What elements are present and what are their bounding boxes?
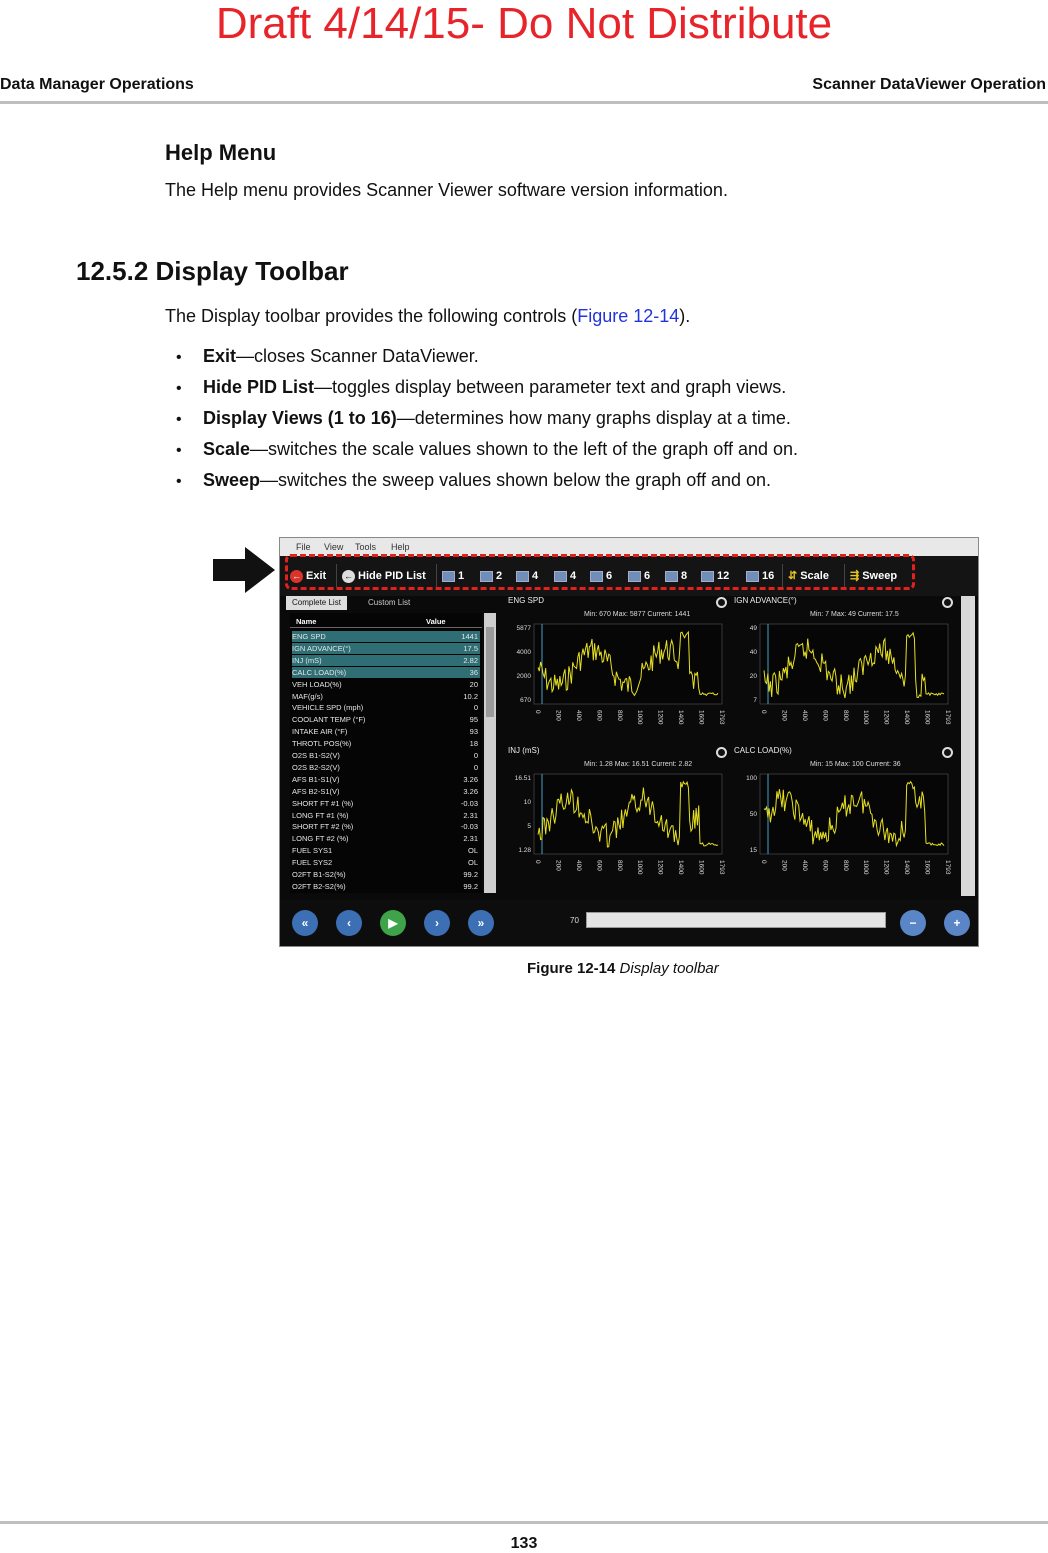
x-tick-label: 600 xyxy=(821,710,829,721)
pid-value: 3.26 xyxy=(463,774,478,784)
pid-name: CALC LOAD(%) xyxy=(292,667,347,677)
x-tick-label: 1600 xyxy=(923,860,931,875)
bullet-desc: —determines how many graphs display at a time. xyxy=(396,408,791,428)
rewind-icon[interactable]: « xyxy=(292,910,318,936)
y-tick-label: 2000 xyxy=(516,673,531,680)
pid-list-header xyxy=(290,615,482,628)
zoom-in-icon[interactable]: + xyxy=(944,910,970,936)
pid-name: COOLANT TEMP (°F) xyxy=(292,715,366,725)
pid-scrollbar[interactable] xyxy=(484,613,496,893)
pid-value: -0.03 xyxy=(460,798,478,808)
x-tick-label: 1000 xyxy=(636,710,644,725)
pid-row[interactable] xyxy=(292,869,480,880)
pid-value: 2.31 xyxy=(463,834,478,844)
bullet-hide-pid: • Hide PID List—toggles display between parameter text and graph views. xyxy=(176,377,787,397)
pid-row[interactable] xyxy=(292,881,480,892)
x-tick-label: 800 xyxy=(841,860,849,871)
x-tick-label: 1200 xyxy=(882,710,890,725)
y-tick-label: 4000 xyxy=(516,649,531,656)
menu-tools[interactable]: Tools xyxy=(355,542,377,552)
pid-name: ENG SPD xyxy=(292,632,326,641)
x-tick-label: 0 xyxy=(534,860,541,864)
y-tick-label: 20 xyxy=(749,673,757,680)
graph-plot xyxy=(732,770,956,894)
x-tick-label: 1000 xyxy=(636,860,644,875)
pid-value: OL xyxy=(467,846,478,856)
x-tick-label: 1400 xyxy=(677,710,685,725)
x-tick-label: 1200 xyxy=(656,710,664,725)
bullet-sweep: • Sweep—switches the sweep values shown below the graph off and on. xyxy=(176,470,772,490)
pointer-arrow-icon xyxy=(213,547,275,593)
control-list xyxy=(176,345,798,500)
y-tick-label: 100 xyxy=(746,775,757,782)
bullet-desc: —toggles display between parameter text and graph views. xyxy=(314,377,787,397)
bullet-term: Sweep xyxy=(203,470,261,490)
footer-rule xyxy=(0,1521,1048,1524)
graph-stats: Min: 1.28 Max: 16.51 Current: 2.82 xyxy=(584,761,693,768)
pid-list xyxy=(290,613,482,893)
y-tick-label: 40 xyxy=(749,649,757,656)
pid-name: AFS B2-S1(V) xyxy=(292,786,340,796)
view-label: 8 xyxy=(681,570,688,582)
hide-pid-label: Hide PID List xyxy=(358,570,426,582)
x-tick-label: 600 xyxy=(595,860,603,871)
tab-complete-list[interactable]: Complete List xyxy=(286,596,347,610)
graph-options-icon[interactable] xyxy=(716,747,727,758)
scale-label: Scale xyxy=(800,570,829,582)
pid-name: SHORT FT #1 (%) xyxy=(292,798,354,808)
pid-name: INJ (mS) xyxy=(292,655,322,665)
pid-name: O2S B2-S2(V) xyxy=(292,762,340,772)
sweep-label: Sweep xyxy=(862,570,898,582)
figure-link[interactable]: Figure 12-14 xyxy=(577,306,680,326)
bullet-desc: —switches the sweep values shown below the graph off and on. xyxy=(260,470,772,490)
pid-name: AFS B1-S1(V) xyxy=(292,774,340,784)
header-section: Scanner DataViewer Operation xyxy=(812,76,1046,93)
exit-label: Exit xyxy=(306,570,327,582)
intro-text-end: ). xyxy=(679,306,691,326)
bullet-scale: • Scale—switches the scale values shown to the left of the graph off and on. xyxy=(176,439,799,459)
display-toolbar-heading: 12.5.2 Display Toolbar xyxy=(76,256,349,286)
scale-icon: ⇵ xyxy=(788,570,798,583)
pid-value: 0 xyxy=(473,751,478,760)
pid-value: 18 xyxy=(469,739,478,749)
pid-row[interactable] xyxy=(292,750,480,761)
toolbar-highlight xyxy=(285,554,915,590)
pid-row[interactable] xyxy=(292,643,480,654)
pid-row[interactable] xyxy=(292,667,480,678)
x-tick-label: 800 xyxy=(841,710,849,721)
pid-value: 0 xyxy=(473,703,478,713)
x-tick-label: 0 xyxy=(760,710,767,714)
pid-row[interactable] xyxy=(292,857,480,868)
x-tick-label: 1000 xyxy=(862,710,870,725)
graph-stats: Min: 670 Max: 5877 Current: 1441 xyxy=(584,611,691,618)
zoom-out-icon[interactable]: − xyxy=(900,910,926,936)
graph-options-icon[interactable] xyxy=(716,597,727,608)
graph-plot xyxy=(732,620,956,744)
pid-name: O2S B1-S2(V) xyxy=(292,751,340,760)
x-tick-label: 400 xyxy=(574,860,582,871)
x-tick-label: 1400 xyxy=(903,710,911,725)
pid-row[interactable] xyxy=(292,762,480,773)
caption-text: Display toolbar xyxy=(619,960,719,977)
step-back-icon[interactable]: ‹ xyxy=(336,910,362,936)
pid-name: O2FT B2-S2(%) xyxy=(292,881,346,891)
x-tick-label: 0 xyxy=(534,710,541,714)
x-tick-label: 400 xyxy=(574,710,582,721)
x-tick-label: 800 xyxy=(615,860,623,871)
pid-value: 0 xyxy=(473,762,478,772)
hide-pid-icon: ← xyxy=(344,570,353,581)
x-tick-label: 200 xyxy=(780,710,788,721)
pid-row[interactable] xyxy=(292,702,480,713)
graph-title: CALC LOAD(%) xyxy=(734,746,792,755)
pid-scroll-thumb[interactable] xyxy=(486,627,494,717)
x-tick-label: 1793 xyxy=(944,860,951,875)
view-label: 4 xyxy=(532,570,539,582)
x-tick-label: 400 xyxy=(800,710,808,721)
pid-value: OL xyxy=(467,858,478,868)
x-tick-label: 200 xyxy=(554,710,562,721)
pid-name: O2FT B1-S2(%) xyxy=(292,870,346,879)
pid-name: SHORT FT #2 (%) xyxy=(292,822,354,832)
x-tick-label: 1793 xyxy=(718,710,725,725)
view-label: 6 xyxy=(644,570,651,582)
x-tick-label: 1600 xyxy=(923,710,931,725)
y-tick-label: 5 xyxy=(527,823,531,830)
x-tick-label: 1793 xyxy=(718,860,725,875)
pid-name: VEH LOAD(%) xyxy=(292,679,342,689)
view-label: 16 xyxy=(762,570,775,582)
bullet-term: Hide PID List xyxy=(203,377,315,397)
x-tick-label: 600 xyxy=(821,860,829,871)
x-tick-label: 800 xyxy=(615,710,623,721)
graph-title: ENG SPD xyxy=(508,596,545,605)
pid-row[interactable] xyxy=(292,833,480,844)
exit-icon: ← xyxy=(292,570,301,581)
y-tick-label: 7 xyxy=(753,697,757,704)
step-forward-icon[interactable]: › xyxy=(424,910,450,936)
x-tick-label: 1600 xyxy=(697,860,705,875)
graph-scrollbar[interactable] xyxy=(961,596,975,896)
bullet-display-views: • Display Views (1 to 16)—determines how many graphs display at a time. xyxy=(176,408,791,428)
view-label: 12 xyxy=(717,570,730,582)
column-name: Name xyxy=(296,617,317,626)
pid-value: 99.2 xyxy=(463,881,478,891)
graph-options-icon[interactable] xyxy=(942,747,953,758)
pid-row[interactable] xyxy=(292,726,480,737)
x-tick-label: 1000 xyxy=(862,860,870,875)
y-tick-label: 1.28 xyxy=(518,847,531,854)
graph-title: INJ (mS) xyxy=(508,746,540,755)
pid-value: 1441 xyxy=(461,632,478,641)
pid-row[interactable] xyxy=(292,798,480,809)
y-tick-label: 16.51 xyxy=(514,775,531,782)
x-tick-label: 1400 xyxy=(677,860,685,875)
pid-name: VEHICLE SPD (mph) xyxy=(292,703,364,713)
tab-custom-list[interactable]: Custom List xyxy=(368,598,411,607)
x-tick-label: 200 xyxy=(780,860,788,871)
pid-value: 99.2 xyxy=(463,870,478,879)
pid-row[interactable] xyxy=(292,774,480,785)
pid-value: 2.82 xyxy=(463,655,478,665)
pid-row[interactable] xyxy=(292,738,480,749)
pid-row[interactable] xyxy=(292,631,480,642)
pid-value: 3.26 xyxy=(463,786,478,796)
menu-view[interactable]: View xyxy=(324,542,344,552)
x-tick-label: 600 xyxy=(595,710,603,721)
x-tick-label: 1600 xyxy=(697,710,705,725)
bullet-term: Display Views (1 to 16) xyxy=(203,408,397,428)
y-tick-label: 15 xyxy=(749,847,757,854)
pid-name: INTAKE AIR (°F) xyxy=(292,727,348,737)
bullet-term: Exit xyxy=(203,346,237,366)
y-tick-label: 5877 xyxy=(516,625,531,632)
pid-row[interactable] xyxy=(292,714,480,725)
bullet-desc: —closes Scanner DataViewer. xyxy=(236,346,479,366)
draft-banner: Draft 4/14/15- Do Not Distribute xyxy=(215,0,833,48)
pid-name: FUEL SYS2 xyxy=(292,858,333,868)
scanner-dataviewer-screenshot xyxy=(279,537,979,947)
x-tick-label: 1200 xyxy=(656,860,664,875)
menu-file[interactable]: File xyxy=(296,542,311,552)
graph-title: IGN ADVANCE(°) xyxy=(734,596,797,605)
x-tick-label: 0 xyxy=(760,860,767,864)
playback-bar xyxy=(280,900,978,946)
pid-row[interactable] xyxy=(292,786,480,797)
x-tick-label: 1400 xyxy=(903,860,911,875)
sweep-icon: ⇶ xyxy=(850,570,860,583)
pid-row[interactable] xyxy=(292,821,480,832)
pid-row[interactable] xyxy=(292,810,480,821)
caption-label: Figure 12-14 xyxy=(527,960,616,977)
pid-name: LONG FT #2 (%) xyxy=(292,834,349,844)
pid-value: 36 xyxy=(469,667,478,677)
plot-frame xyxy=(760,774,948,854)
help-menu-heading: Help Menu xyxy=(165,140,277,165)
y-tick-label: 49 xyxy=(749,625,757,632)
bullet-desc: —switches the scale values shown to the left of the graph off and on. xyxy=(250,439,799,459)
x-tick-label: 1200 xyxy=(882,860,890,875)
view-label: 1 xyxy=(458,570,465,582)
header-rule xyxy=(0,101,1048,104)
y-tick-label: 50 xyxy=(749,811,757,818)
pid-row[interactable] xyxy=(292,845,480,856)
pid-value: 20 xyxy=(469,679,478,689)
graph-plot xyxy=(506,620,730,744)
pid-name: MAF(g/s) xyxy=(292,691,323,701)
display-toolbar-intro xyxy=(165,306,690,327)
pid-name: THROTL POS(%) xyxy=(292,739,352,749)
column-value: Value xyxy=(426,617,446,626)
pid-name: FUEL SYS1 xyxy=(292,846,333,856)
sweep-scrollbar[interactable] xyxy=(586,912,886,928)
figure-caption xyxy=(527,960,719,977)
x-tick-label: 200 xyxy=(554,860,562,871)
pid-row[interactable] xyxy=(292,691,480,702)
page-number: 133 xyxy=(510,1535,538,1552)
pid-row[interactable] xyxy=(292,655,480,666)
pid-row[interactable] xyxy=(292,679,480,690)
sweep-position: 70 xyxy=(570,916,579,925)
pid-value: 2.31 xyxy=(463,810,478,820)
view-label: 4 xyxy=(570,570,577,582)
play-icon[interactable]: ▶ xyxy=(380,910,406,936)
view-label: 6 xyxy=(606,570,613,582)
pid-name: LONG FT #1 (%) xyxy=(292,810,349,820)
y-tick-label: 670 xyxy=(520,697,531,704)
intro-text: The Display toolbar provides the following controls ( xyxy=(165,306,578,326)
x-tick-label: 400 xyxy=(800,860,808,871)
help-menu-body: The Help menu provides Scanner Viewer software version information. xyxy=(165,180,728,200)
y-tick-label: 10 xyxy=(523,799,531,806)
graph-plot xyxy=(506,770,730,894)
pid-value: 95 xyxy=(469,715,478,725)
pid-value: 17.5 xyxy=(463,643,478,653)
graph-stats: Min: 15 Max: 100 Current: 36 xyxy=(810,761,901,768)
plot-frame xyxy=(534,624,722,704)
bullet-exit: • Exit—closes Scanner DataViewer. xyxy=(176,346,479,366)
pid-value: -0.03 xyxy=(460,822,478,832)
fast-forward-icon[interactable]: » xyxy=(468,910,494,936)
pid-value: 93 xyxy=(469,727,478,737)
x-tick-label: 1793 xyxy=(944,710,951,725)
view-label: 2 xyxy=(496,570,503,582)
pid-value: 10.2 xyxy=(463,691,478,701)
graph-options-icon[interactable] xyxy=(942,597,953,608)
menu-help[interactable]: Help xyxy=(391,542,410,552)
bullet-term: Scale xyxy=(203,439,251,459)
pid-name: IGN ADVANCE(°) xyxy=(292,643,351,653)
header-chapter: Data Manager Operations xyxy=(0,76,194,93)
graph-stats: Min: 7 Max: 49 Current: 17.5 xyxy=(810,611,899,618)
